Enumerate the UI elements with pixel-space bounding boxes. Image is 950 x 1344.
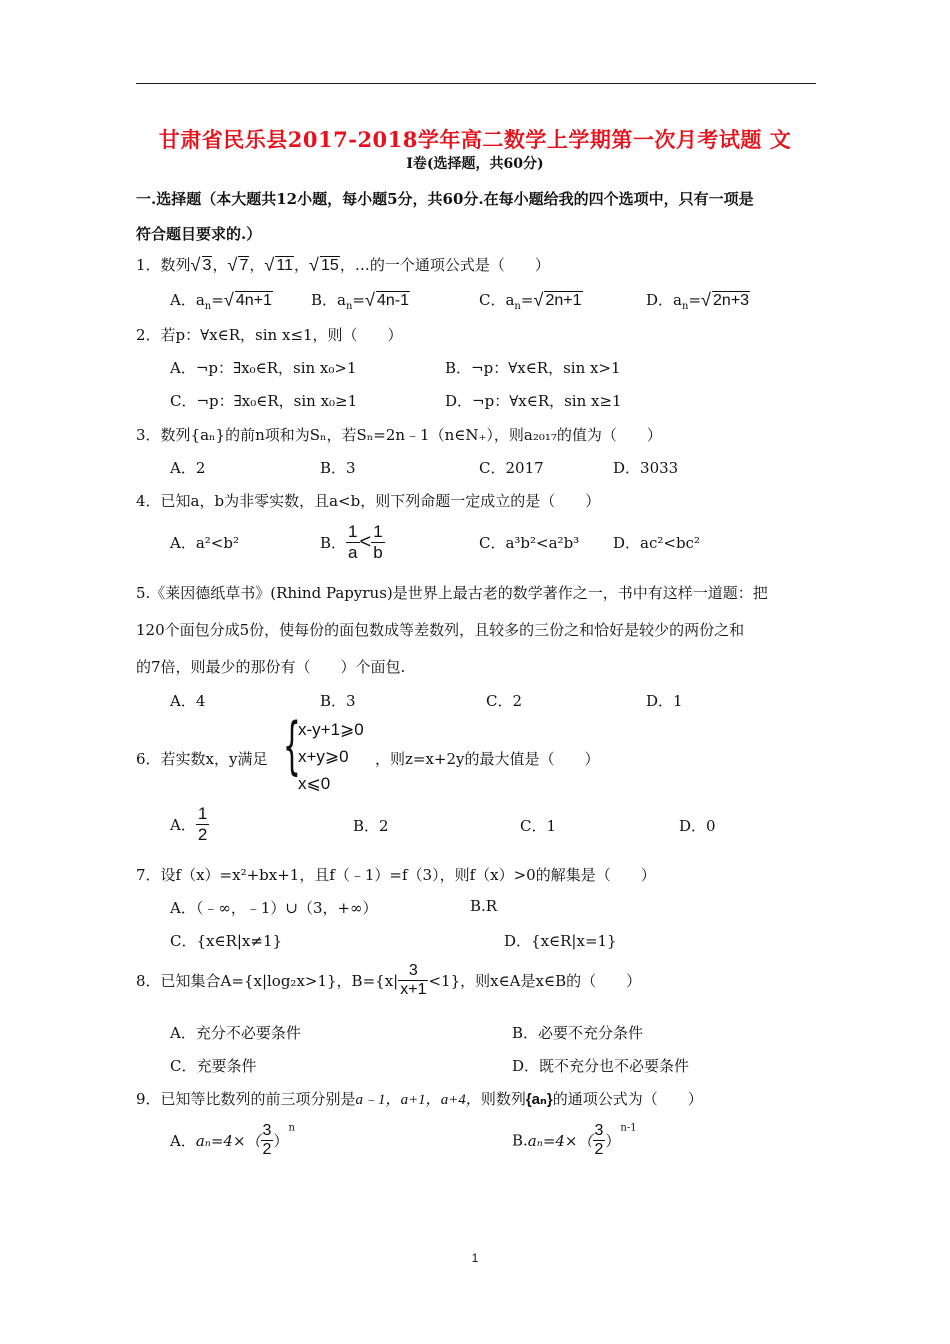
q1-option-d[interactable]: D．$a_n=$ √ 2n+3 (646, 290, 750, 312)
q2-option-c[interactable]: C．¬p：∃x₀∈R，sin x₀≥1 (170, 392, 358, 410)
question-1-suffix: ，…的一个通项公式是（ ） (339, 256, 550, 274)
q8-option-a[interactable]: A．充分不必要条件 (170, 1024, 301, 1042)
q3-option-b[interactable]: B．3 (320, 459, 356, 477)
q6-option-b[interactable]: B．2 (353, 817, 389, 835)
exam-title: 甘肃省民乐县2017-2018学年高二数学上学期第一次月考试题 文 (158, 127, 792, 152)
question-6-prefix: 6．若实数x，y满足 (136, 750, 268, 768)
q1-option-c[interactable]: C．$a_n=$ √ 2n+1 (479, 290, 582, 312)
system-brace: { (283, 709, 301, 782)
inequality-1: x-y+1⩾0 (298, 720, 364, 739)
q1-option-b[interactable]: B．$a_n=$ √ 4n-1 (311, 290, 410, 312)
question-1: 1．数列 √ 3， √ 7， √ 11， √ 15，…的一个通项公式是（ ） (136, 255, 550, 275)
q4-option-a[interactable]: A．a²<b² (170, 534, 239, 552)
section-heading-line1: 一.选择题（本大题共12小题，每小题5分，共60分.在每小题给我的四个选项中，只有一项是 (136, 190, 754, 208)
q9-option-b[interactable]: B.aₙ=4×（ $\frac{3}{2}$ ）$^{n-1}$ (512, 1122, 637, 1158)
sqrt-term-3: √ 11 (264, 255, 293, 275)
section-heading-line2: 符合题目要求的.） (136, 225, 262, 243)
q5-option-c[interactable]: C．2 (486, 692, 523, 710)
question-1-prefix: 1．数列 (136, 256, 191, 274)
q7-option-a[interactable]: A．（﹣∞，﹣1）∪（3，+∞） (170, 899, 378, 917)
q5-option-d[interactable]: D．1 (646, 692, 683, 710)
q8-option-b[interactable]: B．必要不充分条件 (512, 1024, 644, 1042)
q2-option-a[interactable]: A．¬p：∃x₀∈R，sin x₀>1 (170, 359, 357, 377)
q7-option-b[interactable]: B.R (470, 897, 498, 915)
q3-option-c[interactable]: C．2017 (479, 459, 544, 477)
q3-option-d[interactable]: D．3033 (613, 459, 679, 477)
q6-option-d[interactable]: D．0 (679, 817, 716, 835)
q8-option-d[interactable]: D．既不充分也不必要条件 (512, 1057, 690, 1075)
page-number: 1 (471, 1251, 479, 1265)
q9-option-a[interactable]: A．aₙ=4×（ $\frac{3}{2}$ ）$^n$ (170, 1122, 295, 1158)
q4-option-c[interactable]: C．a³b²<a²b³ (479, 534, 580, 552)
q1-option-a[interactable]: A．$a_n=$ √ 4n+1 (170, 290, 272, 312)
sqrt-term-4: √ 15 (309, 255, 339, 275)
q7-option-d[interactable]: D．{x∈R|x=1} (504, 932, 617, 950)
q6-option-c[interactable]: C．1 (520, 817, 557, 835)
q5-option-a[interactable]: A．4 (170, 692, 206, 710)
exam-subtitle: I卷(选择题，共60分) (406, 156, 544, 172)
q6-option-a[interactable]: A． $\frac{1}{2}$ (170, 804, 208, 844)
sqrt-term-2: √ 7 (227, 255, 249, 275)
q8-option-c[interactable]: C．充要条件 (170, 1057, 257, 1075)
question-8: 8．已知集合A={x|log₂x>1}，B={x| $\frac{3}{x+1}$ <1}，则x∈A是x∈B的（ ） (136, 962, 642, 998)
sqrt-term-1: √ 3 (190, 255, 212, 275)
inequality-system (298, 716, 364, 797)
question-6-suffix: ，则z=x+2y的最大值是（ ） (375, 750, 600, 768)
header-rule (136, 83, 816, 84)
question-9: 9．已知等比数列的前三项分别是a﹣1，a+1，a+4，则数列{aₙ}的通项公式为（ ） (136, 1090, 703, 1108)
question-5-line3: 的7倍，则最少的那份有（ ）个面包. (136, 658, 406, 676)
q2-option-d[interactable]: D．¬p：∀x∈R，sin x≥1 (445, 392, 622, 410)
q7-option-c[interactable]: C．{x∈R|x≠1} (170, 932, 283, 950)
question-7: 7．设f（x）=x²+bx+1，且f（﹣1）=f（3），则f（x）>0的解集是（ ） (136, 866, 656, 884)
inequality-3: x⩽0 (298, 774, 331, 793)
question-3: 3．数列{aₙ}的前n项和为Sₙ，若Sₙ=2n﹣1（n∈N₊），则a₂₀₁₇的值为（ ） (136, 426, 662, 444)
q5-option-b[interactable]: B．3 (320, 692, 356, 710)
inequality-2: x+y⩾0 (298, 747, 349, 766)
q4-option-d[interactable]: D．ac²<bc² (613, 534, 700, 552)
question-5-line1: 5.《莱因德纸草书》(Rhind Papyrus)是世界上最古老的数学著作之一，书中有这样一道题：把 (136, 584, 768, 602)
q3-option-a[interactable]: A．2 (170, 459, 206, 477)
q2-option-b[interactable]: B．¬p：∀x∈R，sin x>1 (445, 359, 621, 377)
question-2: 2．若p：∀x∈R，sin x≤1，则（ ） (136, 326, 403, 344)
q4-option-b[interactable]: B． $\frac{1}{a}$ < $\frac{1}{b}$ (320, 522, 383, 562)
question-4: 4．已知a，b为非零实数，且a<b，则下列命题一定成立的是（ ） (136, 492, 601, 510)
question-5-line2: 120个面包分成5份，使每份的面包数成等差数列，且较多的三份之和恰好是较少的两份之和 (136, 621, 745, 639)
